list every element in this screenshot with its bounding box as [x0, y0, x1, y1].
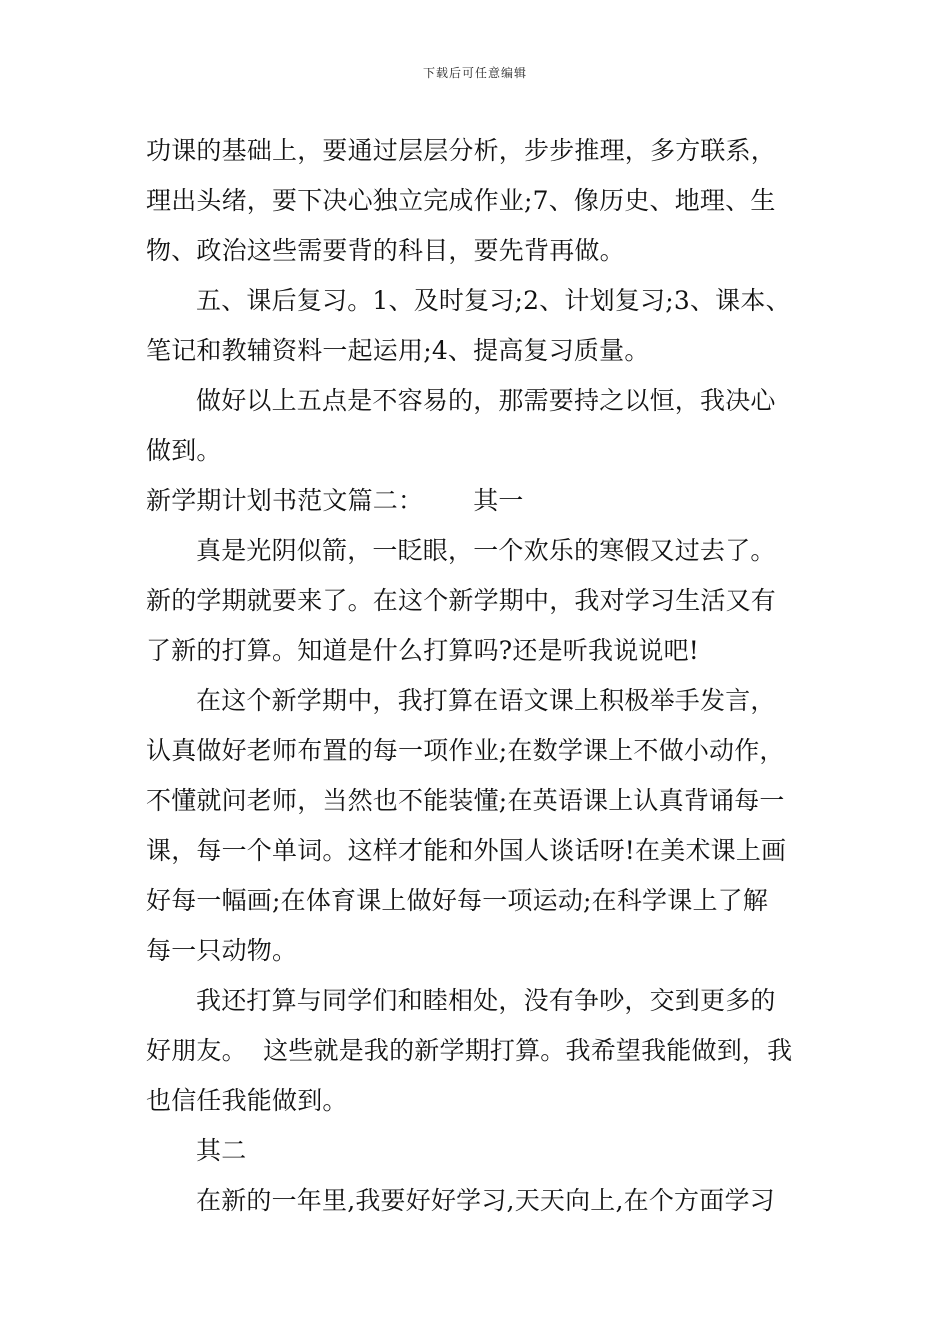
text-line: 也信任我能做到。: [146, 1086, 348, 1115]
text-line: 新的学期就要来了。在这个新学期中，我对学习生活又有: [146, 586, 777, 615]
paragraph-start-line: 做好以上五点是不容易的，那需要持之以恒，我决心: [196, 386, 776, 415]
text-line: 笔记和教辅资料一起运用;4、提高复习质量。: [146, 336, 650, 365]
section-heading: [146, 476, 808, 526]
text-line: 课，每一个单词。这样才能和外国人谈话呀!在美术课上画: [146, 836, 787, 865]
paragraph-start-line: 五、课后复习。1、及时复习;2、计划复习;3、课本、: [196, 286, 791, 315]
subsection-label: 其二: [196, 1136, 247, 1165]
paragraph-start-line: 我还打算与同学们和睦相处，没有争吵，交到更多的: [196, 986, 776, 1015]
section-heading-title: 新学期计划书范文篇二：: [146, 486, 424, 515]
document-body: [146, 126, 808, 1226]
paragraph-start-line: 在新的一年里,我要好好学习,天天向上,在个方面学习: [196, 1186, 775, 1215]
text-line: 好每一幅画;在体育课上做好每一项运动;在科学课上了解: [146, 886, 769, 915]
page-header: 下载后可任意编辑: [422, 66, 527, 80]
paragraph-start-line: 在这个新学期中，我打算在语文课上积极举手发言，: [196, 686, 776, 715]
text-line: 不懂就问老师，当然也不能装懂;在英语课上认真背诵每一: [146, 786, 785, 815]
section-heading-sub: 其一: [473, 486, 524, 515]
text-line: 功课的基础上，要通过层层分析，步步推理，多方联系，: [146, 136, 777, 165]
text-line: 做到。: [146, 436, 222, 465]
text-line: 物、政治这些需要背的科目，要先背再做。: [146, 236, 625, 265]
text-line: 好朋友。 这些就是我的新学期打算。我希望我能做到，我: [146, 1036, 793, 1065]
text-line: 了新的打算。知道是什么打算吗?还是听我说说吧!: [146, 636, 700, 665]
text-line: 认真做好老师布置的每一项作业;在数学课上不做小动作，: [146, 736, 785, 765]
text-line: 每一只动物。: [146, 936, 298, 965]
text-line: 理出头绪，要下决心独立完成作业;7、像历史、地理、生: [146, 186, 776, 215]
paragraph-start-line: 真是光阴似箭，一眨眼，一个欢乐的寒假又过去了。: [196, 536, 776, 565]
